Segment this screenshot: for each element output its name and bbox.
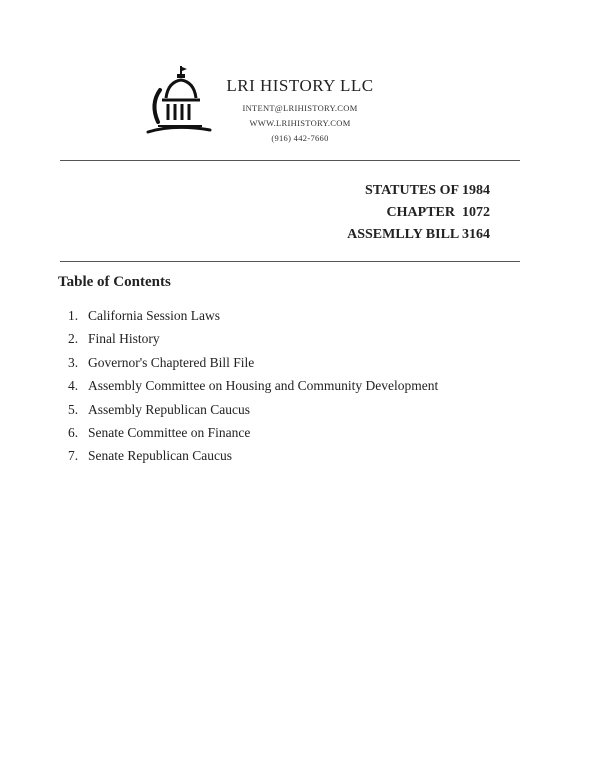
toc-item-label: Assembly Republican Caucus <box>88 401 250 417</box>
toc-item-number: 7. <box>68 448 79 464</box>
toc-item-label: Governor's Chaptered Bill File <box>88 354 255 370</box>
toc-item-label: Senate Committee on Finance <box>88 424 251 440</box>
company-name: LRI HISTORY LLC <box>226 76 374 95</box>
toc-item[interactable] <box>68 398 538 421</box>
toc-item-number: 1. <box>68 308 79 323</box>
toc-item-label: Final History <box>88 331 160 347</box>
contact-website[interactable]: WWW.LRIHISTORY.COM <box>249 118 351 128</box>
toc-title: Table of Contents <box>58 274 171 290</box>
letterhead <box>200 76 400 146</box>
toc-item-number: 5. <box>68 401 79 417</box>
contact-phone: (916) 442-7660 <box>271 133 329 143</box>
toc-item-label: California Session Laws <box>88 308 220 323</box>
toc-item-number: 2. <box>68 331 79 347</box>
toc-item[interactable] <box>68 444 538 467</box>
divider-bottom <box>60 261 520 262</box>
toc-item[interactable] <box>68 351 538 374</box>
toc-list <box>68 304 538 468</box>
divider-top <box>60 160 520 161</box>
toc-item-label: Senate Republican Caucus <box>88 448 232 464</box>
toc-item-number: 4. <box>68 378 79 394</box>
statute-bill: ASSEMLLY BILL 3164 <box>347 227 490 242</box>
toc-item[interactable] <box>68 304 538 327</box>
toc-item-number: 3. <box>68 354 79 370</box>
statute-chapter: CHAPTER 1072 <box>386 205 490 220</box>
toc-item[interactable] <box>68 327 538 350</box>
toc-item[interactable] <box>68 374 538 397</box>
toc-item-label: Assembly Committee on Housing and Community Development <box>88 378 439 394</box>
toc-item-number: 6. <box>68 424 79 440</box>
toc-item[interactable] <box>68 421 538 444</box>
statute-year: STATUTES OF 1984 <box>365 183 490 198</box>
contact-email[interactable]: INTENT@LRIHISTORY.COM <box>242 103 358 113</box>
statute-block <box>347 180 490 246</box>
